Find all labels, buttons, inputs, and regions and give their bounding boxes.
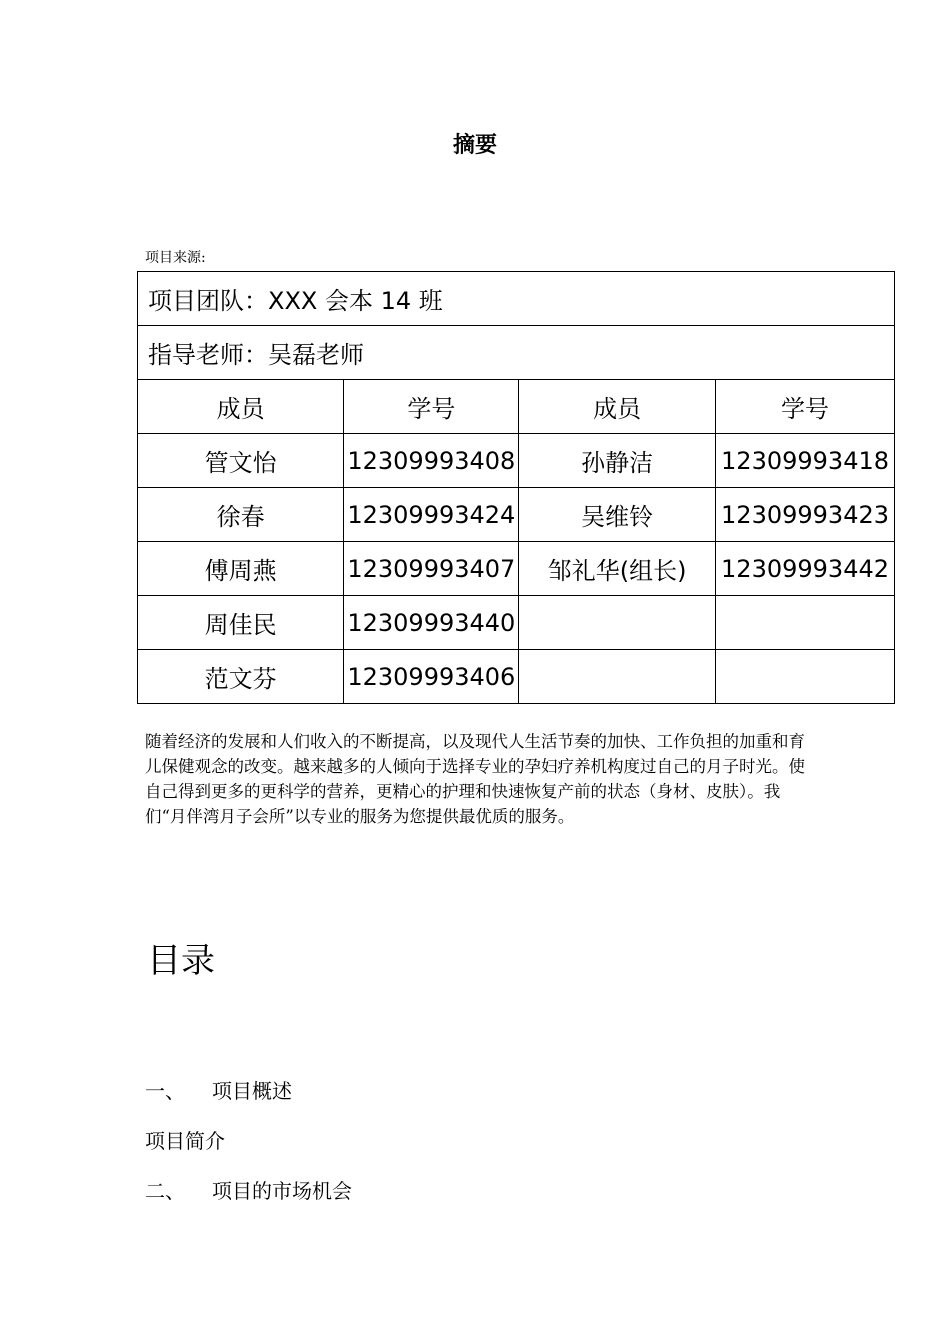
member-name-cell: 孙静洁 bbox=[519, 434, 716, 488]
team-table bbox=[137, 271, 895, 704]
member-row bbox=[138, 596, 895, 650]
student-id-cell bbox=[716, 650, 895, 704]
teacher-cell: 指导老师：吴磊老师 bbox=[138, 326, 895, 380]
member-name-cell: 管文怡 bbox=[138, 434, 344, 488]
member-row bbox=[138, 650, 895, 704]
student-id-cell: 12309993423 bbox=[716, 488, 895, 542]
student-id-cell: 12309993424 bbox=[344, 488, 519, 542]
toc-number: 二、 bbox=[145, 1179, 185, 1203]
member-name-cell: 邹礼华(组长) bbox=[519, 542, 716, 596]
student-id-cell: 12309993406 bbox=[344, 650, 519, 704]
team-row bbox=[138, 272, 895, 326]
member-name-cell: 周佳民 bbox=[138, 596, 344, 650]
header-cell: 学号 bbox=[344, 380, 519, 434]
toc-item[interactable] bbox=[145, 1175, 352, 1204]
page-title: 摘要 bbox=[452, 133, 497, 158]
toc-text: 项目的市场机会 bbox=[212, 1179, 352, 1203]
member-row bbox=[138, 542, 895, 596]
student-id-cell bbox=[716, 596, 895, 650]
member-name-cell bbox=[519, 596, 716, 650]
member-name-cell: 吴维铃 bbox=[519, 488, 716, 542]
student-id-cell: 12309993408 bbox=[344, 434, 519, 488]
toc-text: 项目概述 bbox=[212, 1079, 292, 1103]
member-row bbox=[138, 488, 895, 542]
toc-text: 项目简介 bbox=[145, 1129, 225, 1153]
header-row bbox=[138, 380, 895, 434]
student-id-cell: 12309993407 bbox=[344, 542, 519, 596]
team-cell: 项目团队：XXX 会本 14 班 bbox=[138, 272, 895, 326]
student-id-cell: 12309993442 bbox=[716, 542, 895, 596]
toc-number: 一、 bbox=[145, 1079, 185, 1103]
member-name-cell: 范文芬 bbox=[138, 650, 344, 704]
source-label: 项目来源: bbox=[145, 250, 206, 266]
summary-paragraph: 随着经济的发展和人们收入的不断提高，以及现代人生活节奏的加快、工作负担的加重和育儿保健观念的改变。越来越多的人倾向于选择专业的孕妇疗养机构度过自己的月子时光。使自己得到更多的更科学的营养，更精心的护理和快速恢复产前的状态（身材、皮肤）。我们“月伴湾月子会所”以专业的服务为您提供最优质的服务。 bbox=[145, 732, 805, 826]
header-cell: 成员 bbox=[519, 380, 716, 434]
header-cell: 学号 bbox=[716, 380, 895, 434]
member-name-cell: 徐春 bbox=[138, 488, 344, 542]
teacher-row bbox=[138, 326, 895, 380]
header-cell: 成员 bbox=[138, 380, 344, 434]
toc-item[interactable] bbox=[145, 1075, 292, 1104]
student-id-cell: 12309993440 bbox=[344, 596, 519, 650]
member-name-cell bbox=[519, 650, 716, 704]
student-id-cell: 12309993418 bbox=[716, 434, 895, 488]
toc-title: 目录 bbox=[147, 941, 215, 981]
member-name-cell: 傅周燕 bbox=[138, 542, 344, 596]
member-row bbox=[138, 434, 895, 488]
